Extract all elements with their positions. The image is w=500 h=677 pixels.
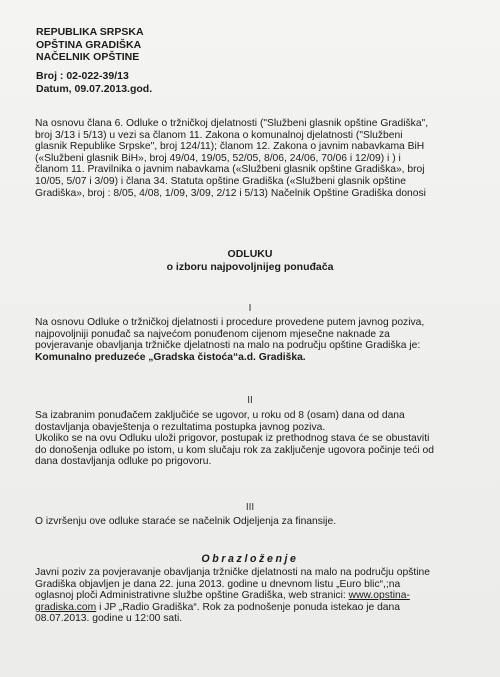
decision-subtitle: o izboru najpovoljnijeg ponuđača xyxy=(166,261,334,273)
preamble-line: glasnik Republike Srpske", broj 124/11); članom 12. Zakona o javnim nabavkama BiH xyxy=(35,141,425,153)
section-2-paragraph xyxy=(35,410,465,468)
reasoning-line-text: i JP „Radio Gradiška“. Rok za podnošenje ponuda istekao je dana xyxy=(96,601,400,613)
section-numeral-2: II xyxy=(247,395,253,406)
section-1-paragraph xyxy=(35,317,465,363)
selected-bidder: Komunalno preduzeće „Gradska čistoća“a.d. Gradiška. xyxy=(35,351,306,363)
issuer-header xyxy=(36,26,144,64)
section-3-line: O izvršenju ove odluke staraće se načelnik Odjeljenja za finansije. xyxy=(35,516,337,527)
decision-title: ODLUKU xyxy=(227,248,273,260)
section-numeral-3: III xyxy=(245,502,255,513)
header-municipality: OPŠTINA GRADIŠKA xyxy=(36,38,142,51)
reasoning-line: Gradiška objavljen je dana 22. juna 2013. godine u dnevnom listu „Euro blic“,;na xyxy=(35,578,401,590)
preamble-line: Na osnovu člana 6. Odluke o tržničkoj djelatnosti ("Službeni glasnik opštine Gradiška", xyxy=(35,118,429,129)
reasoning-line: Javni poziv za povjeravanje obavljanja tržničke djelatnosti na malo na području opštine xyxy=(35,567,430,578)
document-meta xyxy=(36,70,152,95)
reasoning-line-text: oglasnoj ploči Administrativne službe opštine Gradiška, web stranici: xyxy=(35,590,349,602)
header-mayor: NAČELNIK OPŠTINE xyxy=(36,51,140,63)
section-2-line: Ukoliko se na ovu Odluku uloži prigovor, postupak iz prethodnog stava će se obustaviti xyxy=(35,433,430,445)
section-1-line: povjeravanje obavljanja tržničke djelatnosti na malo na području opštine Gradiška je: xyxy=(35,340,421,352)
preamble-line: Gradiška», broj : 8/05, 4/08, 1/09, 3/09, 2/12 i 5/13) Načelnik Opštine Gradiška donosi xyxy=(35,187,426,199)
preamble-line: («Službeni glasnik BiH», broj 49/04, 19/05, 52/05, 8/06, 24/06, 70/06 i 12/09) i ) i xyxy=(35,152,401,164)
document-date: Datum, 09.07.2013.god. xyxy=(36,82,153,95)
preamble-line: 10/05, 5/07 i 3/09) i člana 34. Statuta opštine Gradiška («Službeni glasnik opštine xyxy=(35,175,406,187)
section-2-line: dostavljanja obavještenja o rezultatima postupka javnog poziva. xyxy=(35,421,326,433)
section-2-line: Sa izabranim ponuđačem zaključiće se ugovor, u roku od 8 (osam) dana od dana xyxy=(35,410,405,421)
preamble-line: broj 3/13 i 5/13) u vezi sa članom 11. Zakona o komunalnoj djelatnosti ("Službeni xyxy=(35,129,403,141)
header-republic: REPUBLIKA SRPSKA xyxy=(36,26,144,38)
reasoning-heading: Obrazloženje xyxy=(201,553,299,565)
website-link-continued[interactable]: gradiska.com xyxy=(35,601,97,613)
section-1-line: Na osnovu Odluke o tržničkoj djelatnosti i procedure provedene putem javnog poziva, xyxy=(35,317,425,328)
section-1-line: najpovoljniji ponuđač sa najvećom ponuđenom cijenom mjesečne naknade za xyxy=(35,328,390,340)
document-number: Broj : 02-022-39/13 xyxy=(36,70,129,82)
reasoning-line: 08.07.2013. godine u 12:00 sati. xyxy=(35,613,183,625)
section-2-line: do donošenja odluke po istom, u kom slučaju rok za zaključenje ugovora počinje teći od xyxy=(35,444,434,456)
reasoning-line xyxy=(35,602,465,614)
website-link[interactable]: www.opstina- xyxy=(348,590,410,602)
reasoning-paragraph xyxy=(35,567,465,625)
section-numeral-1: I xyxy=(248,303,252,314)
preamble-paragraph xyxy=(35,118,465,199)
section-3-paragraph xyxy=(35,516,465,528)
reasoning-line xyxy=(35,590,465,602)
section-2-line: dana dostavljanja odluke po prigovoru. xyxy=(35,456,212,468)
preamble-line: članom 11. Pravilnika o javnim nabavkama («Službeni glasnik opštine Gradiška», broj xyxy=(35,164,425,176)
